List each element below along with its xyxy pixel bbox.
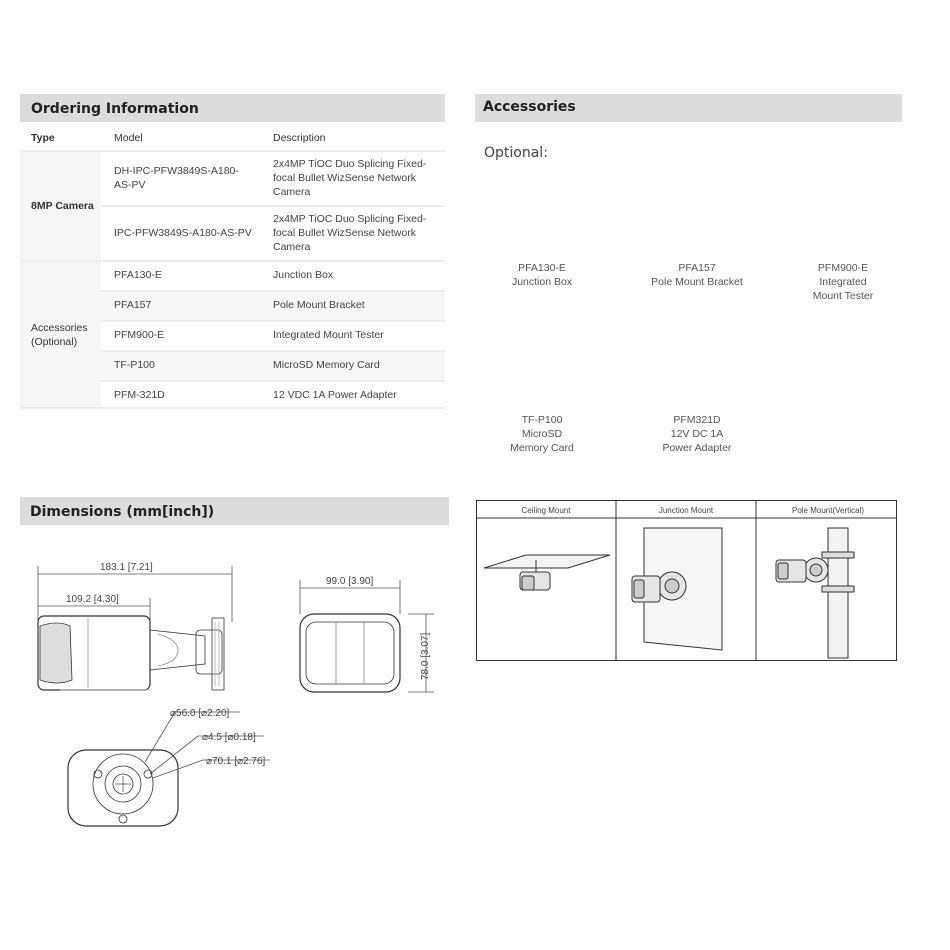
dimensions-header: Dimensions (mm[inch])	[20, 497, 449, 525]
acc-desc-5: 12 VDC 1A Power Adapter	[273, 389, 397, 401]
accessory-name: TF-P100	[521, 414, 563, 426]
dim-front-width: 99.0 [3.90]	[326, 576, 374, 587]
acc-model-4: TF-P100	[114, 359, 155, 371]
dimension-drawings	[0, 530, 470, 840]
acc-model-5: PFM-321D	[114, 389, 165, 401]
accessory-desc-2: Power Adapter	[662, 442, 732, 454]
acc-desc-1: Junction Box	[273, 269, 334, 281]
accessory-name: PFM900-E	[817, 262, 869, 274]
accessory-desc: Junction Box	[511, 276, 573, 288]
accessory-desc: Integrated	[819, 276, 867, 288]
row-divider	[20, 407, 445, 409]
dim-base-d2: ⌀4.5 [⌀0.18]	[202, 732, 256, 743]
camera-model-1: DH-IPC-PFW3849S-A180-AS-PV	[114, 165, 239, 191]
col-header-type: Type	[31, 132, 55, 144]
camera-desc-2: 2x4MP TiOC Duo Splicing Fixed-focal Bullet WizSense Network Camera	[273, 213, 427, 253]
accessory-desc-2: Mount Tester	[812, 290, 874, 302]
acc-desc-2: Pole Mount Bracket	[273, 299, 365, 311]
dim-front-height: 78.0 [3.07]	[420, 632, 431, 680]
acc-model-3: PFM900-E	[114, 329, 165, 341]
dim-side-total: 183.1 [7.21]	[100, 562, 153, 573]
optional-label: Optional:	[484, 145, 548, 161]
row-divider	[101, 205, 445, 207]
row-divider	[101, 320, 445, 322]
row-divider	[101, 290, 445, 292]
camera-model-2: IPC-PFW3849S-A180-AS-PV	[114, 227, 252, 239]
accessory-desc: MicroSD	[521, 428, 563, 440]
row-divider	[101, 350, 445, 352]
camera-desc-1: 2x4MP TiOC Duo Splicing Fixed-focal Bullet WizSense Network Camera	[273, 158, 427, 198]
type-accessories: Accessories (Optional)	[31, 322, 88, 348]
dim-base-d3: ⌀70.1 [⌀2.76]	[206, 756, 266, 767]
accessories-header: Accessories	[475, 94, 902, 122]
acc-model-1: PFA130-E	[114, 269, 162, 281]
acc-desc-3: Integrated Mount Tester	[273, 329, 384, 341]
ordering-info-header: Ordering Information	[20, 94, 445, 122]
accessory-name: PFA130-E	[518, 262, 566, 274]
mount-types-table	[476, 500, 898, 662]
mount-header-ceiling: Ceiling Mount	[521, 506, 571, 515]
type-camera: 8MP Camera	[31, 200, 94, 212]
row-divider	[101, 380, 445, 382]
mount-header-pole: Pole Mount(Vertical)	[791, 506, 865, 515]
accessory-name: PFM321D	[673, 414, 721, 426]
col-header-model: Model	[114, 132, 143, 144]
mount-header-junction: Junction Mount	[658, 506, 714, 515]
accessory-desc: 12V DC 1A	[670, 428, 724, 440]
acc-model-2: PFA157	[114, 299, 152, 311]
accessory-name: PFA157	[678, 262, 716, 274]
acc-desc-4: MicroSD Memory Card	[273, 359, 380, 371]
dim-base-d1: ⌀56.0 [⌀2.20]	[170, 708, 230, 719]
col-header-description: Description	[273, 132, 326, 144]
accessory-desc-2: Memory Card	[510, 442, 574, 454]
dim-side-body: 109.2 [4.30]	[66, 594, 119, 605]
accessory-desc: Pole Mount Bracket	[651, 276, 743, 288]
